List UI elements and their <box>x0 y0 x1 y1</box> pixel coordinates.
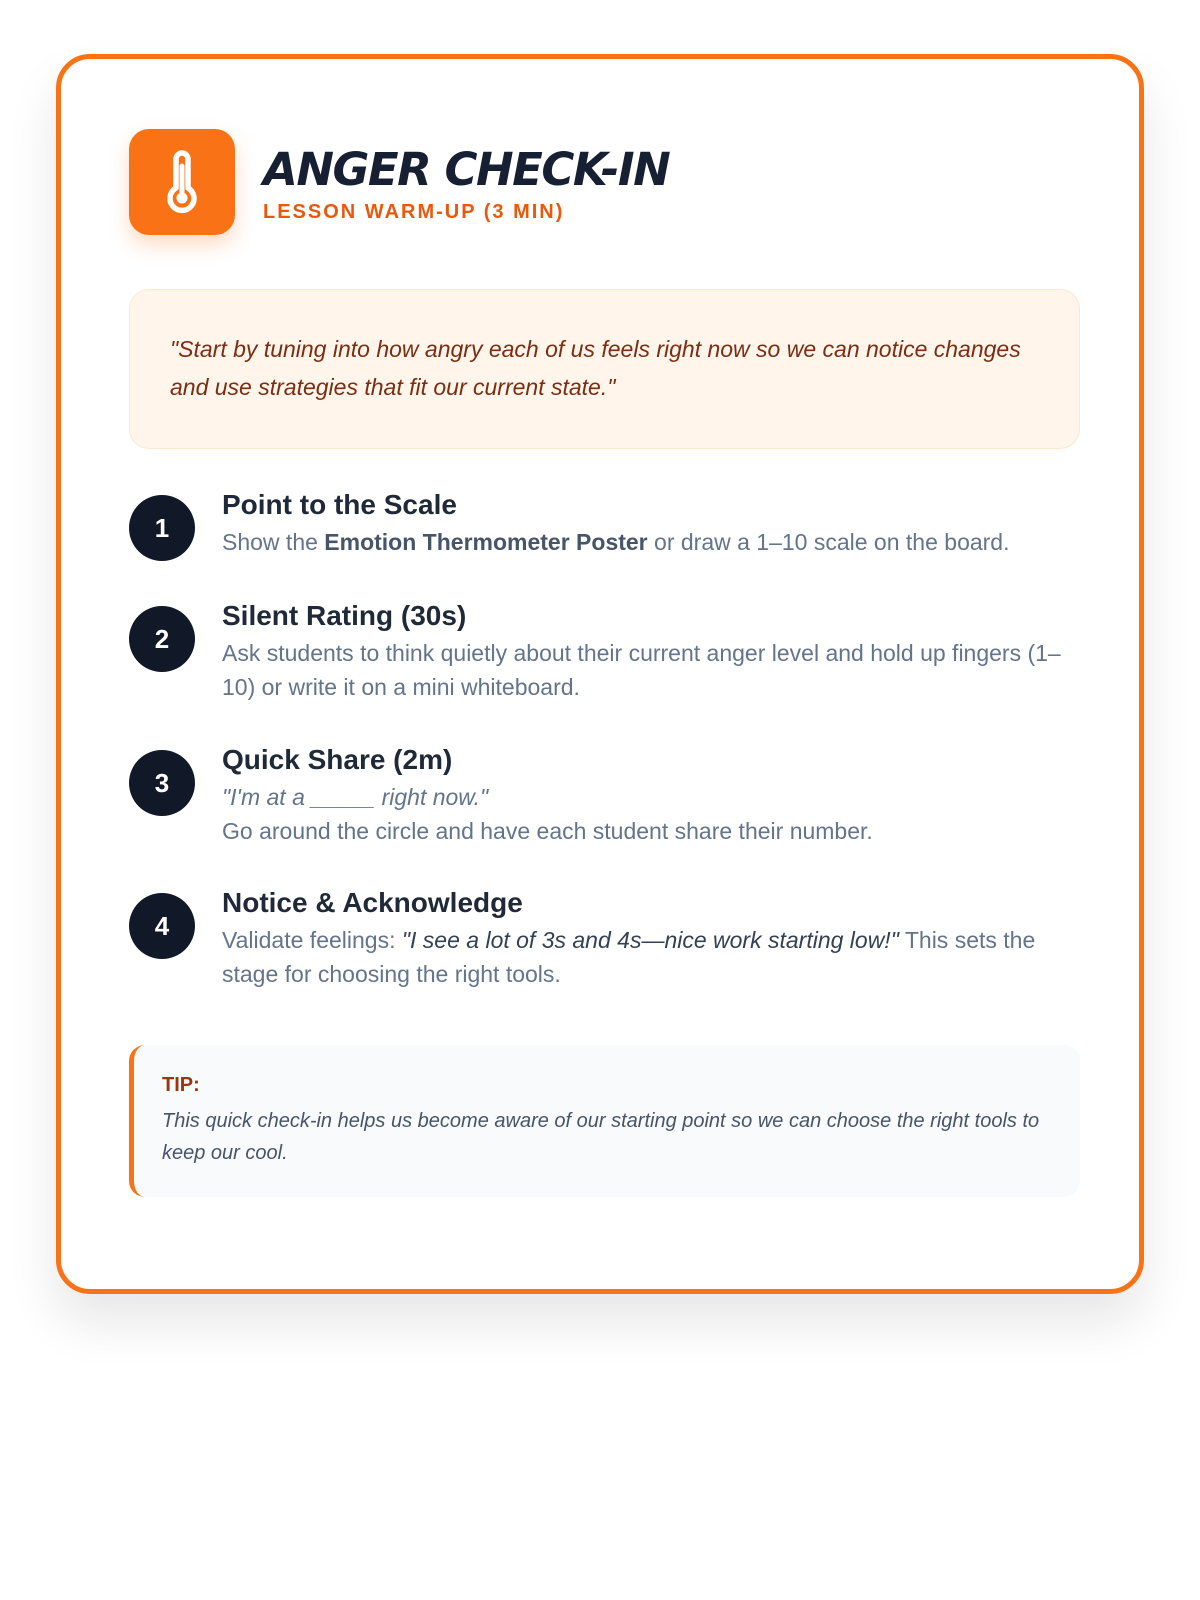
tip-text: This quick check-in helps us become aware of our starting point so we can choose the right tools to keep our cool. <box>162 1110 1040 1164</box>
header-titles <box>263 142 669 224</box>
step-number: 4 <box>129 893 195 959</box>
icon-tile <box>129 129 235 235</box>
step-title: Silent Rating (30s) <box>222 600 467 631</box>
page-title: ANGER CHECK-IN <box>263 143 670 196</box>
step-desc-text: Show the <box>222 529 325 555</box>
step-body <box>222 744 1080 848</box>
step-title: Point to the Scale <box>222 489 457 520</box>
step-body <box>222 489 1080 559</box>
step-desc-text: Validate feelings: <box>222 927 402 953</box>
tip-box <box>129 1045 1080 1197</box>
step-description <box>222 923 1080 991</box>
step-desc-bold: Emotion Thermometer Poster <box>324 529 648 555</box>
step-number: 3 <box>129 750 195 816</box>
step-desc-text: This sets the stage for choosing the right tools. <box>222 927 1036 987</box>
step-number: 1 <box>129 495 195 561</box>
intro-quote: "Start by tuning into how angry each of us feels right now so we can notice changes and use strategies that fit our current state." <box>170 336 1021 400</box>
step-body <box>222 600 1080 704</box>
lesson-card <box>56 54 1144 1294</box>
step-desc-text: or draw a 1–10 scale on the board. <box>647 529 1010 555</box>
step-description <box>222 525 1080 559</box>
intro-quote-box <box>129 289 1080 449</box>
step-desc-quote: "I'm at a _____ right now." <box>222 784 489 810</box>
step-body <box>222 887 1080 991</box>
thermometer-icon <box>159 150 205 214</box>
step-title: Notice & Acknowledge <box>222 887 523 918</box>
step-description: Ask students to think quietly about their current anger level and hold up fingers (1–10) or write it on a mini whiteboard. <box>222 640 1061 700</box>
card-header <box>129 129 669 235</box>
step-desc-text: Go around the circle and have each student share their number. <box>222 818 873 844</box>
step-title: Quick Share (2m) <box>222 744 453 775</box>
tip-label: TIP: <box>162 1074 200 1096</box>
step-description <box>222 780 1080 848</box>
step-desc-quote: "I see a lot of 3s and 4s—nice work starting low!" <box>401 927 899 953</box>
page-subtitle: LESSON WARM-UP (3 MIN) <box>263 201 565 223</box>
step-number: 2 <box>129 606 195 672</box>
